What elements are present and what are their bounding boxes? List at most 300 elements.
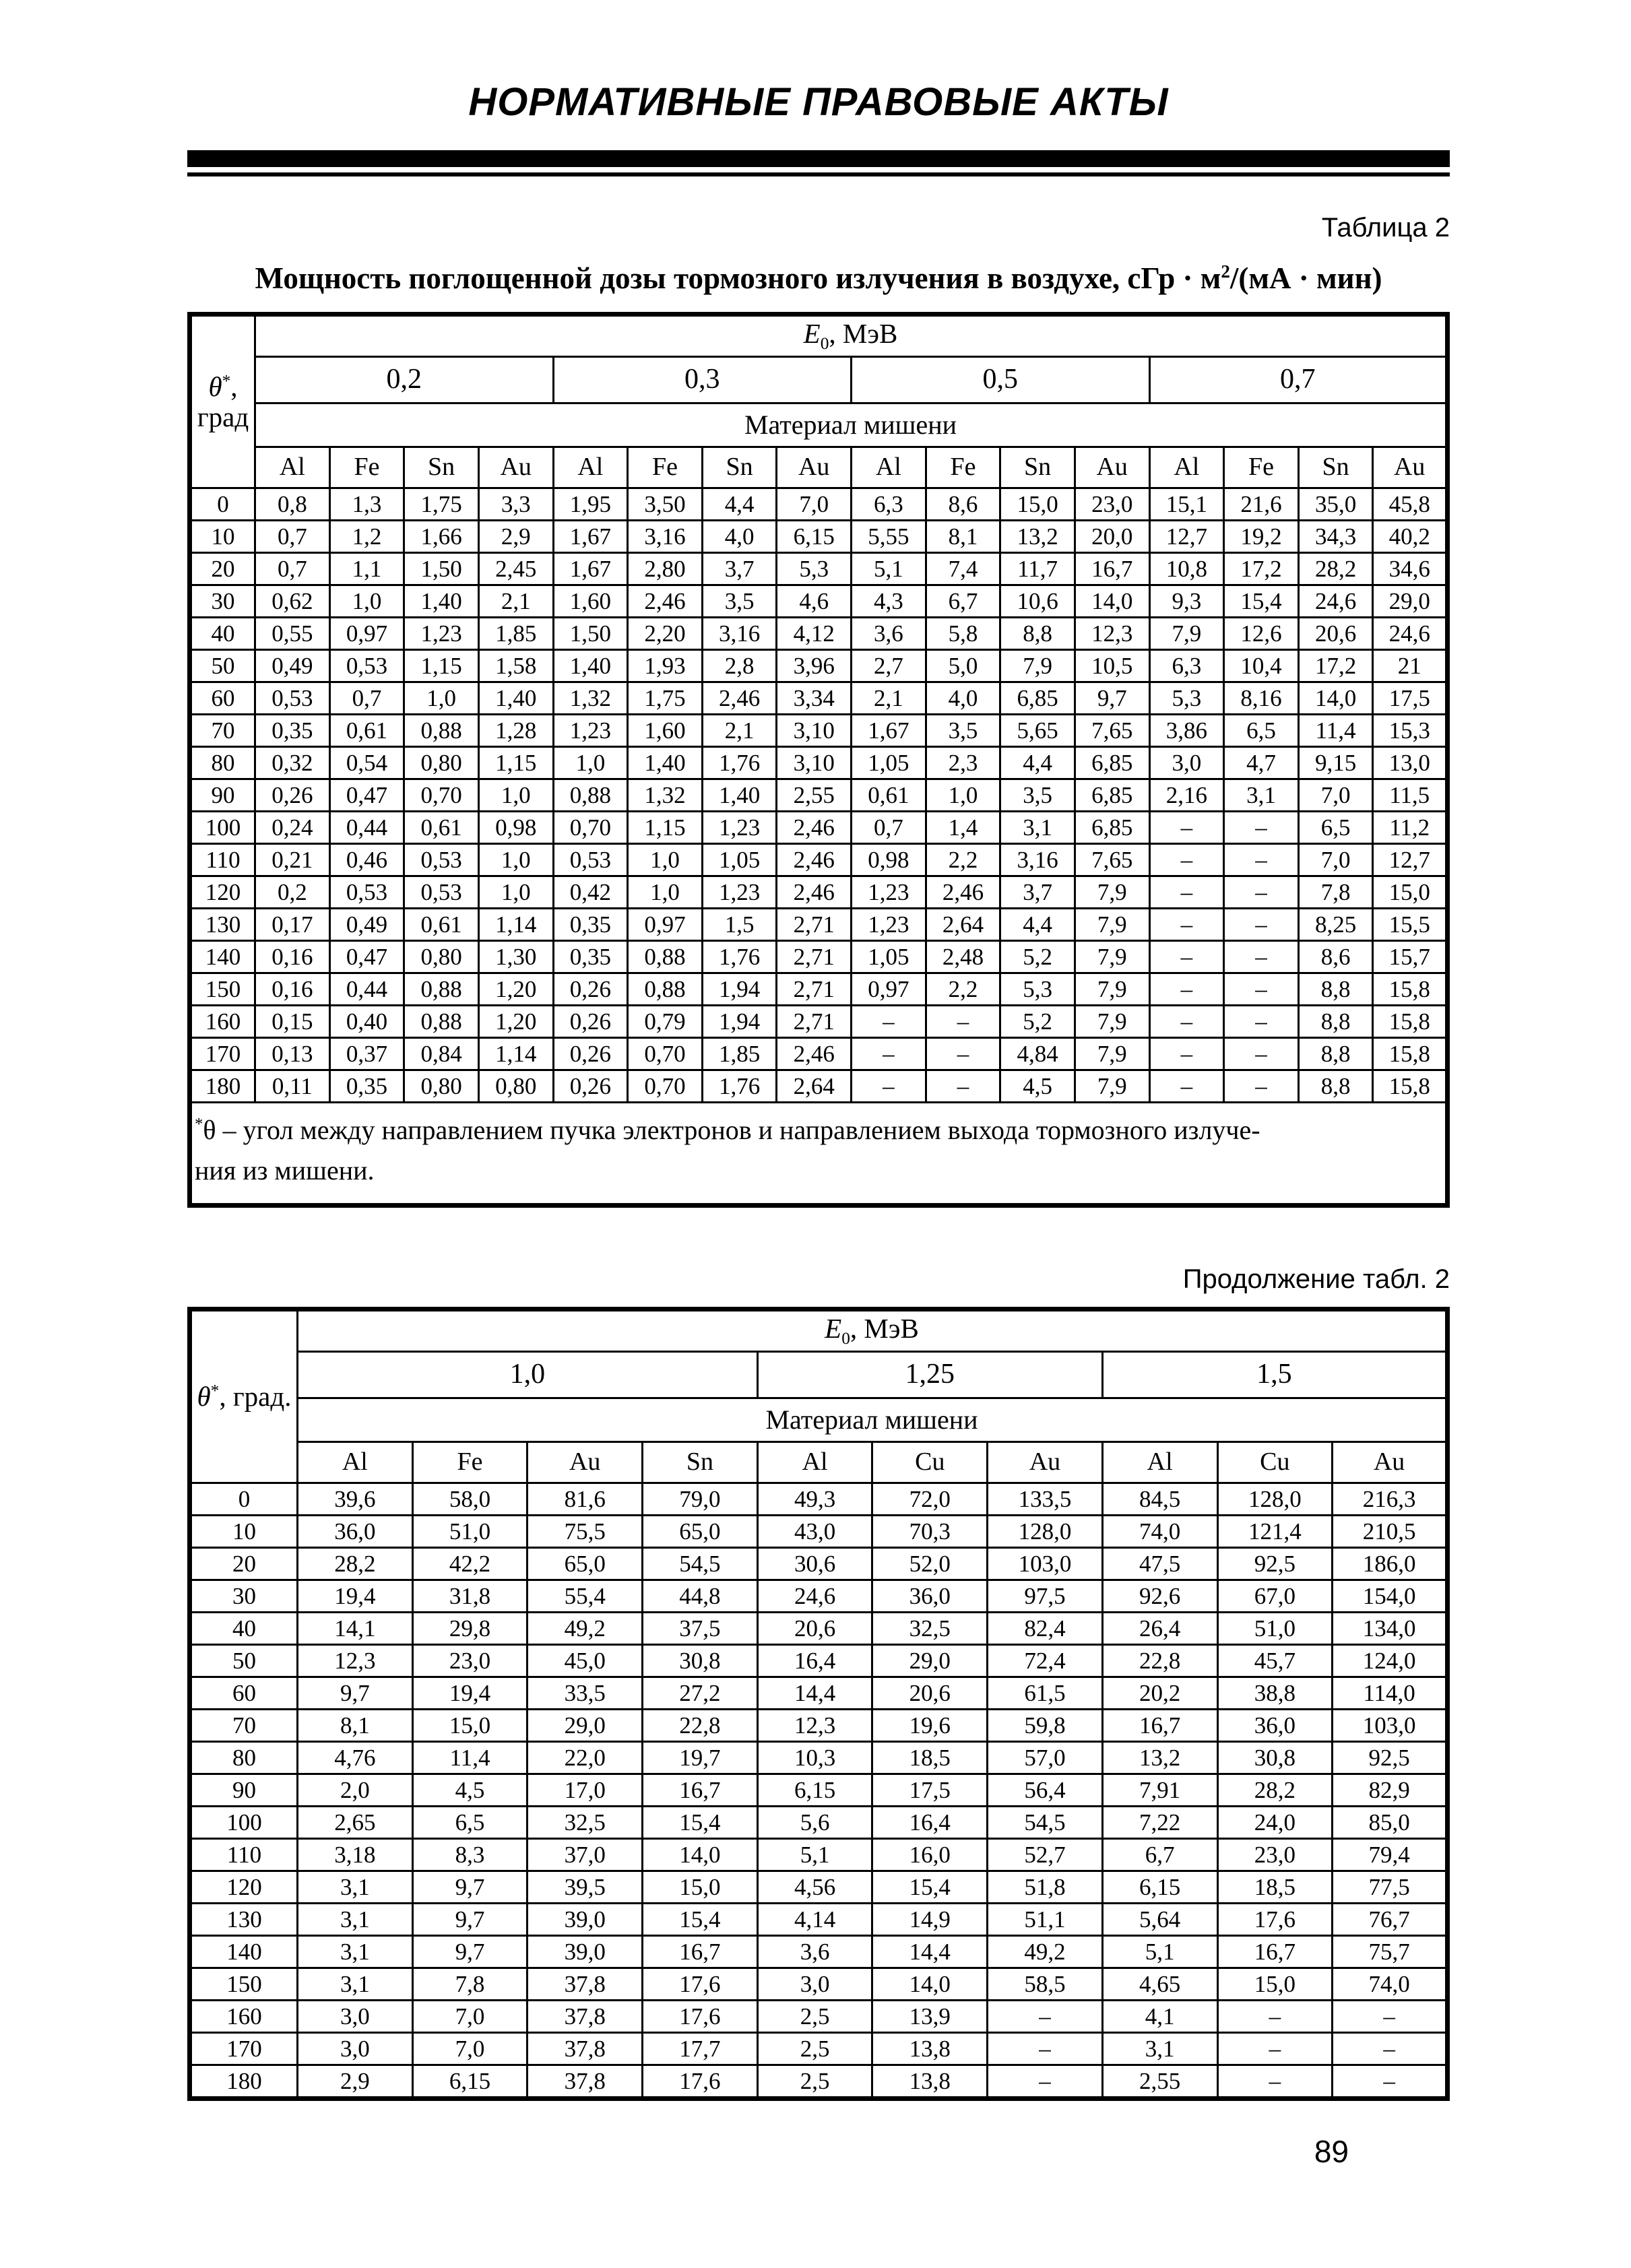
data-cell: 0,88: [553, 779, 628, 812]
data-cell: 26,4: [1102, 1613, 1217, 1645]
data-cell: 1,85: [702, 1038, 777, 1070]
data-cell: 0,88: [404, 1006, 479, 1038]
angle-row-header: 60: [190, 1677, 298, 1710]
data-cell: 44,8: [643, 1580, 758, 1613]
data-cell: 56,4: [988, 1774, 1103, 1807]
data-cell: 7,65: [1075, 715, 1149, 747]
data-cell: 13,9: [872, 2001, 988, 2033]
data-cell: 5,3: [1000, 973, 1075, 1006]
data-cell: 39,5: [527, 1871, 643, 1904]
data-cell: 9,7: [298, 1677, 413, 1710]
data-cell: 1,30: [478, 941, 553, 973]
data-cell: 29,8: [412, 1613, 527, 1645]
material-col-header: Al: [553, 447, 628, 488]
angle-row-header: 20: [190, 1548, 298, 1580]
data-cell: 39,6: [298, 1483, 413, 1516]
energy-group-header: 1,0: [298, 1352, 758, 1398]
table-row: [190, 2065, 1448, 2099]
data-cell: 3,1: [1102, 2033, 1217, 2065]
data-cell: 3,50: [628, 488, 703, 521]
data-cell: 11,7: [1000, 553, 1075, 585]
data-cell: 7,4: [926, 553, 1000, 585]
data-cell: 0,16: [255, 941, 330, 973]
data-cell: 17,0: [527, 1774, 643, 1807]
data-cell: 13,8: [872, 2033, 988, 2065]
data-cell: –: [1149, 909, 1224, 941]
data-cell: 39,0: [527, 1904, 643, 1936]
data-cell: 58,5: [988, 1968, 1103, 2001]
data-cell: 24,6: [757, 1580, 872, 1613]
data-cell: 18,5: [1217, 1871, 1333, 1904]
data-cell: 154,0: [1333, 1580, 1448, 1613]
material-col-header: Sn: [702, 447, 777, 488]
data-cell: 20,6: [757, 1613, 872, 1645]
data-cell: 37,8: [527, 2001, 643, 2033]
material-col-header: Cu: [1217, 1442, 1333, 1483]
data-cell: 1,0: [478, 779, 553, 812]
table-row: [190, 1774, 1448, 1807]
data-cell: 7,22: [1102, 1807, 1217, 1839]
data-cell: 0,53: [404, 844, 479, 876]
data-cell: 1,23: [852, 876, 926, 909]
data-cell: 6,15: [412, 2065, 527, 2099]
data-cell: 0,40: [329, 1006, 404, 1038]
data-cell: 7,9: [1075, 909, 1149, 941]
data-cell: 0,98: [852, 844, 926, 876]
data-cell: 0,70: [404, 779, 479, 812]
angle-row-header: 140: [190, 941, 255, 973]
data-cell: 31,8: [412, 1580, 527, 1613]
data-cell: 3,1: [298, 1968, 413, 2001]
data-cell: 81,6: [527, 1483, 643, 1516]
data-cell: 7,9: [1075, 1006, 1149, 1038]
data-cell: 16,7: [1217, 1936, 1333, 1968]
table-row: [190, 1613, 1448, 1645]
data-cell: 3,1: [298, 1871, 413, 1904]
data-cell: 72,0: [872, 1483, 988, 1516]
data-cell: 8,1: [298, 1710, 413, 1742]
data-cell: 0,53: [404, 876, 479, 909]
page-content: [187, 79, 1450, 2170]
data-cell: –: [1224, 1070, 1299, 1103]
data-cell: 0,26: [553, 1070, 628, 1103]
energy-group-header: 0,3: [553, 357, 852, 403]
data-cell: 11,4: [412, 1742, 527, 1774]
data-cell: –: [852, 1038, 926, 1070]
data-cell: 3,6: [852, 618, 926, 650]
theta-column-header: θ*, град.: [190, 1309, 298, 1483]
data-cell: 1,66: [404, 521, 479, 553]
data-cell: 0,35: [553, 909, 628, 941]
data-cell: 14,4: [757, 1677, 872, 1710]
data-cell: 4,12: [777, 618, 852, 650]
data-cell: –: [1224, 973, 1299, 1006]
page-number: 89: [1314, 2134, 1349, 2169]
table-row: [190, 1807, 1448, 1839]
data-cell: 9,3: [1149, 585, 1224, 618]
data-cell: 85,0: [1333, 1807, 1448, 1839]
data-cell: 74,0: [1102, 1516, 1217, 1548]
data-cell: 0,16: [255, 973, 330, 1006]
data-cell: 15,4: [643, 1807, 758, 1839]
data-cell: 33,5: [527, 1677, 643, 1710]
data-cell: 1,67: [852, 715, 926, 747]
data-cell: 11,2: [1373, 812, 1448, 844]
data-cell: 2,55: [1102, 2065, 1217, 2099]
angle-row-header: 130: [190, 909, 255, 941]
material-col-header: Sn: [1000, 447, 1075, 488]
table-row: [190, 1483, 1448, 1516]
data-cell: –: [1333, 2065, 1448, 2099]
data-cell: 15,4: [643, 1904, 758, 1936]
data-cell: –: [1149, 844, 1224, 876]
data-cell: 1,3: [329, 488, 404, 521]
data-cell: 0,88: [404, 973, 479, 1006]
data-cell: 82,9: [1333, 1774, 1448, 1807]
data-cell: 2,1: [478, 585, 553, 618]
data-cell: 23,0: [1075, 488, 1149, 521]
data-cell: 3,16: [628, 521, 703, 553]
angle-row-header: 180: [190, 2065, 298, 2099]
angle-row-header: 100: [190, 812, 255, 844]
angle-row-header: 110: [190, 1839, 298, 1871]
material-col-header: Au: [988, 1442, 1103, 1483]
data-cell: 3,7: [1000, 876, 1075, 909]
data-cell: 1,60: [553, 585, 628, 618]
data-cell: 0,54: [329, 747, 404, 779]
table-row: [190, 1038, 1448, 1070]
data-cell: 17,5: [872, 1774, 988, 1807]
data-cell: 1,94: [702, 1006, 777, 1038]
data-cell: 32,5: [872, 1613, 988, 1645]
data-cell: –: [988, 2033, 1103, 2065]
data-cell: 0,88: [628, 973, 703, 1006]
data-cell: 3,5: [702, 585, 777, 618]
data-cell: 0,97: [852, 973, 926, 1006]
data-cell: 2,55: [777, 779, 852, 812]
data-cell: 15,3: [1373, 715, 1448, 747]
material-col-header: Al: [255, 447, 330, 488]
data-cell: 1,95: [553, 488, 628, 521]
data-cell: 38,8: [1217, 1677, 1333, 1710]
data-cell: 128,0: [1217, 1483, 1333, 1516]
data-cell: 2,2: [926, 973, 1000, 1006]
data-cell: 5,2: [1000, 1006, 1075, 1038]
data-cell: 8,8: [1298, 1038, 1373, 1070]
data-cell: 40,2: [1373, 521, 1448, 553]
data-cell: 1,5: [702, 909, 777, 941]
data-cell: 92,6: [1102, 1580, 1217, 1613]
data-cell: 2,1: [702, 715, 777, 747]
material-col-header: Fe: [329, 447, 404, 488]
data-cell: 2,9: [478, 521, 553, 553]
data-cell: 15,8: [1373, 1038, 1448, 1070]
data-cell: 1,0: [478, 876, 553, 909]
data-cell: 15,8: [1373, 1070, 1448, 1103]
data-cell: 92,5: [1333, 1742, 1448, 1774]
data-cell: 0,26: [553, 973, 628, 1006]
table-row: [190, 2001, 1448, 2033]
data-cell: 76,7: [1333, 1904, 1448, 1936]
data-cell: 1,58: [478, 650, 553, 682]
data-cell: 37,8: [527, 2065, 643, 2099]
data-cell: 22,8: [643, 1710, 758, 1742]
dose-table-2: [187, 1307, 1450, 2101]
data-cell: 0,79: [628, 1006, 703, 1038]
table-row: [190, 618, 1448, 650]
data-cell: 20,6: [1298, 618, 1373, 650]
data-cell: 1,23: [702, 812, 777, 844]
data-cell: 2,65: [298, 1807, 413, 1839]
material-col-header: Sn: [643, 1442, 758, 1483]
table-row: [190, 1742, 1448, 1774]
data-cell: –: [926, 1070, 1000, 1103]
data-cell: 70,3: [872, 1516, 988, 1548]
angle-row-header: 90: [190, 1774, 298, 1807]
data-cell: 2,46: [777, 812, 852, 844]
table2-caption: Продолжение табл. 2: [1182, 1264, 1450, 1294]
data-cell: 1,0: [478, 844, 553, 876]
data-cell: 4,4: [702, 488, 777, 521]
material-col-header: Fe: [412, 1442, 527, 1483]
angle-row-header: 170: [190, 1038, 255, 1070]
data-cell: 7,9: [1075, 1038, 1149, 1070]
energy-header: $E_0$, МэВ: [298, 1309, 1448, 1352]
data-cell: –: [988, 2065, 1103, 2099]
data-cell: 1,75: [628, 682, 703, 715]
data-cell: 0,32: [255, 747, 330, 779]
material-col-header: Au: [1373, 447, 1448, 488]
data-cell: 20,0: [1075, 521, 1149, 553]
material-col-header: Al: [1149, 447, 1224, 488]
data-cell: 0,26: [553, 1038, 628, 1070]
data-cell: 17,6: [643, 2001, 758, 2033]
data-cell: 6,85: [1075, 779, 1149, 812]
angle-row-header: 130: [190, 1904, 298, 1936]
data-cell: 14,4: [872, 1936, 988, 1968]
angle-row-header: 30: [190, 585, 255, 618]
data-cell: 14,0: [643, 1839, 758, 1871]
data-cell: 29,0: [527, 1710, 643, 1742]
data-cell: 16,4: [872, 1807, 988, 1839]
data-cell: 7,0: [1298, 779, 1373, 812]
data-cell: 3,0: [757, 1968, 872, 2001]
data-cell: 2,5: [757, 2033, 872, 2065]
table-row: [190, 1710, 1448, 1742]
data-cell: 1,40: [702, 779, 777, 812]
header-rule-thick: [187, 150, 1450, 167]
table-row: [190, 585, 1448, 618]
angle-row-header: 60: [190, 682, 255, 715]
table-row: [190, 779, 1448, 812]
data-cell: 21: [1373, 650, 1448, 682]
data-cell: 13,2: [1000, 521, 1075, 553]
data-cell: 51,0: [412, 1516, 527, 1548]
data-cell: 15,4: [1224, 585, 1299, 618]
angle-row-header: 0: [190, 1483, 298, 1516]
data-cell: 1,50: [404, 553, 479, 585]
data-cell: 6,5: [1224, 715, 1299, 747]
data-cell: 1,15: [404, 650, 479, 682]
data-cell: 9,7: [1075, 682, 1149, 715]
material-col-header: Sn: [404, 447, 479, 488]
data-cell: 133,5: [988, 1483, 1103, 1516]
data-cell: 0,2: [255, 876, 330, 909]
theta-column-header: θ*, град: [190, 315, 255, 488]
table-row: [190, 747, 1448, 779]
data-cell: 3,7: [702, 553, 777, 585]
data-cell: 30,8: [643, 1645, 758, 1677]
material-col-header: Fe: [926, 447, 1000, 488]
data-cell: 39,0: [527, 1936, 643, 1968]
data-cell: 9,15: [1298, 747, 1373, 779]
data-cell: 121,4: [1217, 1516, 1333, 1548]
data-cell: 19,4: [298, 1580, 413, 1613]
data-cell: 9,7: [412, 1871, 527, 1904]
data-cell: 61,5: [988, 1677, 1103, 1710]
data-cell: 8,16: [1224, 682, 1299, 715]
data-cell: 12,6: [1224, 618, 1299, 650]
table1-title-text: Мощность поглощенной дозы тормозного излучения в воздухе, сГр · м: [255, 261, 1221, 295]
data-cell: 1,05: [852, 747, 926, 779]
data-cell: 12,3: [757, 1710, 872, 1742]
data-cell: 1,67: [553, 521, 628, 553]
data-cell: 92,5: [1217, 1548, 1333, 1580]
data-cell: 7,9: [1075, 1070, 1149, 1103]
data-cell: 17,6: [643, 2065, 758, 2099]
data-cell: 0,17: [255, 909, 330, 941]
data-cell: 6,3: [852, 488, 926, 521]
data-cell: 84,5: [1102, 1483, 1217, 1516]
data-cell: 0,7: [329, 682, 404, 715]
data-cell: 7,8: [1298, 876, 1373, 909]
data-cell: 128,0: [988, 1516, 1103, 1548]
data-cell: 5,64: [1102, 1904, 1217, 1936]
angle-row-header: 150: [190, 1968, 298, 2001]
data-cell: 7,8: [412, 1968, 527, 2001]
data-cell: 8,8: [1000, 618, 1075, 650]
material-col-header: Au: [478, 447, 553, 488]
data-cell: 14,9: [872, 1904, 988, 1936]
data-cell: 4,1: [1102, 2001, 1217, 2033]
data-cell: 1,76: [702, 1070, 777, 1103]
data-cell: –: [1224, 941, 1299, 973]
material-col-header: Al: [757, 1442, 872, 1483]
table-row: [190, 521, 1448, 553]
energy-group-header: 1,25: [757, 1352, 1102, 1398]
data-cell: –: [1224, 876, 1299, 909]
data-cell: 51,0: [1217, 1613, 1333, 1645]
data-cell: 2,0: [298, 1774, 413, 1807]
data-cell: –: [1217, 2033, 1333, 2065]
table-row: [190, 2033, 1448, 2065]
material-header: Материал мишени: [298, 1398, 1448, 1442]
data-cell: 51,1: [988, 1904, 1103, 1936]
material-col-header: Sn: [1298, 447, 1373, 488]
table-row: [190, 876, 1448, 909]
data-cell: 1,40: [404, 585, 479, 618]
data-cell: 15,8: [1373, 1006, 1448, 1038]
data-cell: 3,10: [777, 747, 852, 779]
data-cell: 0,15: [255, 1006, 330, 1038]
table1-caption: Таблица 2: [1321, 213, 1450, 242]
data-cell: 16,7: [643, 1936, 758, 1968]
data-cell: 4,76: [298, 1742, 413, 1774]
data-cell: 28,2: [1298, 553, 1373, 585]
energy-group-header: 0,2: [255, 357, 554, 403]
data-cell: 2,64: [777, 1070, 852, 1103]
data-cell: 79,0: [643, 1483, 758, 1516]
table-row: [190, 973, 1448, 1006]
data-cell: –: [1149, 973, 1224, 1006]
data-cell: 4,7: [1224, 747, 1299, 779]
data-cell: 1,76: [702, 941, 777, 973]
data-cell: 3,16: [702, 618, 777, 650]
data-cell: 2,46: [777, 876, 852, 909]
data-cell: 1,0: [628, 876, 703, 909]
data-cell: 10,6: [1000, 585, 1075, 618]
data-cell: 67,0: [1217, 1580, 1333, 1613]
data-cell: 37,8: [527, 2033, 643, 2065]
data-cell: 0,70: [628, 1070, 703, 1103]
data-cell: –: [852, 1070, 926, 1103]
table1-title-superscript: 2: [1221, 261, 1230, 282]
data-cell: 1,20: [478, 973, 553, 1006]
data-cell: 17,2: [1298, 650, 1373, 682]
data-cell: 34,3: [1298, 521, 1373, 553]
data-cell: 1,14: [478, 1038, 553, 1070]
data-cell: 15,0: [1000, 488, 1075, 521]
angle-row-header: 110: [190, 844, 255, 876]
data-cell: –: [988, 2001, 1103, 2033]
data-cell: 52,7: [988, 1839, 1103, 1871]
data-cell: 3,0: [298, 2001, 413, 2033]
material-col-header: Fe: [628, 447, 703, 488]
data-cell: 21,6: [1224, 488, 1299, 521]
table-row: [190, 715, 1448, 747]
data-cell: 0,8: [255, 488, 330, 521]
data-cell: 2,80: [628, 553, 703, 585]
data-cell: 3,1: [1000, 812, 1075, 844]
data-cell: 0,37: [329, 1038, 404, 1070]
data-cell: 0,98: [478, 812, 553, 844]
data-cell: 4,84: [1000, 1038, 1075, 1070]
data-cell: 42,2: [412, 1548, 527, 1580]
data-cell: 1,0: [926, 779, 1000, 812]
data-cell: 65,0: [527, 1548, 643, 1580]
data-cell: 14,0: [872, 1968, 988, 2001]
data-cell: 7,9: [1075, 941, 1149, 973]
data-cell: 24,6: [1373, 618, 1448, 650]
data-cell: 16,7: [643, 1774, 758, 1807]
data-cell: 1,50: [553, 618, 628, 650]
data-cell: 6,15: [1102, 1871, 1217, 1904]
data-cell: 0,47: [329, 941, 404, 973]
table-row: [190, 1936, 1448, 1968]
data-cell: 9,7: [412, 1904, 527, 1936]
data-cell: 134,0: [1333, 1613, 1448, 1645]
data-cell: 13,8: [872, 2065, 988, 2099]
angle-row-header: 160: [190, 1006, 255, 1038]
data-cell: 7,9: [1149, 618, 1224, 650]
data-cell: 47,5: [1102, 1548, 1217, 1580]
data-cell: 7,0: [412, 2033, 527, 2065]
data-cell: 54,5: [988, 1807, 1103, 1839]
data-cell: –: [852, 1006, 926, 1038]
data-cell: 1,23: [702, 876, 777, 909]
table1-title-tail: /(мА · мин): [1229, 261, 1382, 295]
data-cell: 6,15: [777, 521, 852, 553]
